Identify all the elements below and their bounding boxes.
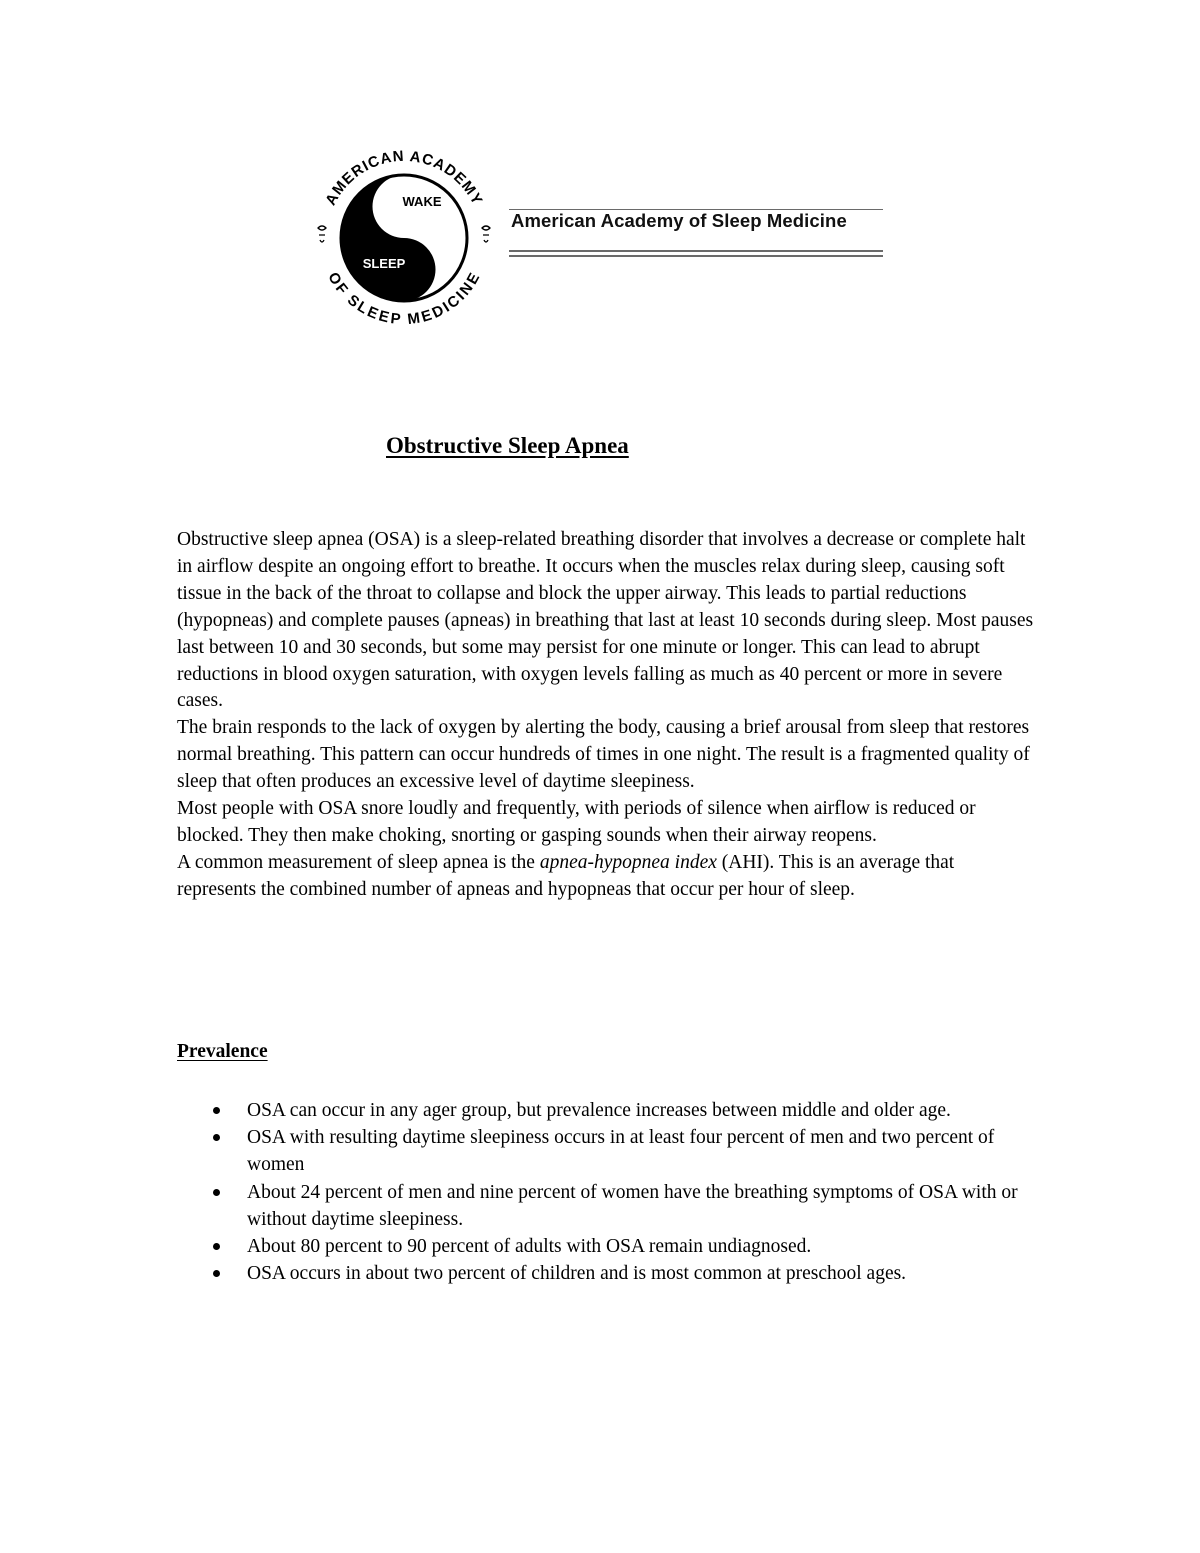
list-item (177, 1097, 1037, 1124)
aasm-logo (306, 140, 502, 336)
list-item (177, 1233, 1037, 1260)
bullet-icon (213, 1134, 220, 1141)
list-item (177, 1124, 1037, 1178)
list-item-text: OSA occurs in about two percent of children and is most common at preschool ages. (247, 1263, 907, 1285)
logo-wake-label: WAKE (402, 194, 442, 209)
bullet-icon (213, 1189, 220, 1196)
logo-ring-text-bottom: OF SLEEP MEDICINE (323, 269, 485, 329)
yin-yang-icon (341, 175, 467, 301)
ahi-definition-text: (AHI). This is an average that represents the combined number of apneas and hypopneas that occur per hour of sleep. (177, 851, 955, 900)
letterhead-rule-double-upper (509, 250, 883, 252)
bullet-icon (213, 1107, 220, 1114)
logo-ring-text-top: AMERICAN ACADEMY (322, 147, 486, 209)
document-body (177, 527, 1037, 904)
bullet-icon (213, 1243, 220, 1250)
logo-sleep-label: SLEEP (362, 256, 406, 271)
list-item (177, 1179, 1037, 1233)
list-item-text: About 24 percent of men and nine percent of women have the breathing symptoms of OSA with or without daytime sleepiness. (247, 1181, 1018, 1230)
organization-name: American Academy of Sleep Medicine (511, 210, 847, 231)
ahi-intro-text: A common measurement of sleep apnea is the (177, 851, 540, 873)
paragraph-definition: Obstructive sleep apnea (OSA) is a sleep-related breathing disorder that involves a decrease or complete halt in airflow despite an ongoing effort to breathe. It occurs when the muscles relax during sleep, causing soft tissue in the back of the throat to collapse and block the upper airway. This leads to partial reductions (hypopneas) and complete pauses (apneas) in breathing that last at least 10 seconds during sleep. Most pauses last between 10 and 30 seconds, but some may persist for one minute or longer. This can lead to abrupt reductions in blood oxygen saturation, with oxygen levels falling as much as 40 percent or more in severe cases. (177, 529, 1034, 712)
letterhead-rule-double-lower (509, 255, 883, 257)
list-item (177, 1260, 1037, 1287)
prevalence-list (177, 1097, 1037, 1287)
prevalence-heading: Prevalence (177, 1041, 268, 1062)
paragraph-brain-response: The brain responds to the lack of oxygen by alerting the body, causing a brief arousal from sleep that restores normal breathing. This pattern can occur hundreds of times in one night. The result is a fragmented quality of sleep that often produces an excessive level of daytime sleepiness. (177, 717, 1030, 793)
list-item-text: OSA with resulting daytime sleepiness occurs in at least four percent of men and two percent of women (247, 1127, 995, 1176)
ahi-term: apnea-hypopnea index (539, 851, 717, 873)
bullet-icon (213, 1270, 220, 1277)
list-item-text: About 80 percent to 90 percent of adults with OSA remain undiagnosed. (247, 1236, 812, 1258)
list-item-text: OSA can occur in any ager group, but prevalence increases between middle and older age. (247, 1100, 951, 1121)
document-title: Obstructive Sleep Apnea (386, 433, 629, 458)
paragraph-ahi (177, 850, 1037, 904)
paragraph-snoring: Most people with OSA snore loudly and frequently, with periods of silence when airflow is reduced or blocked. They then make choking, snorting or gasping sounds when their airway reopens. (177, 798, 976, 846)
